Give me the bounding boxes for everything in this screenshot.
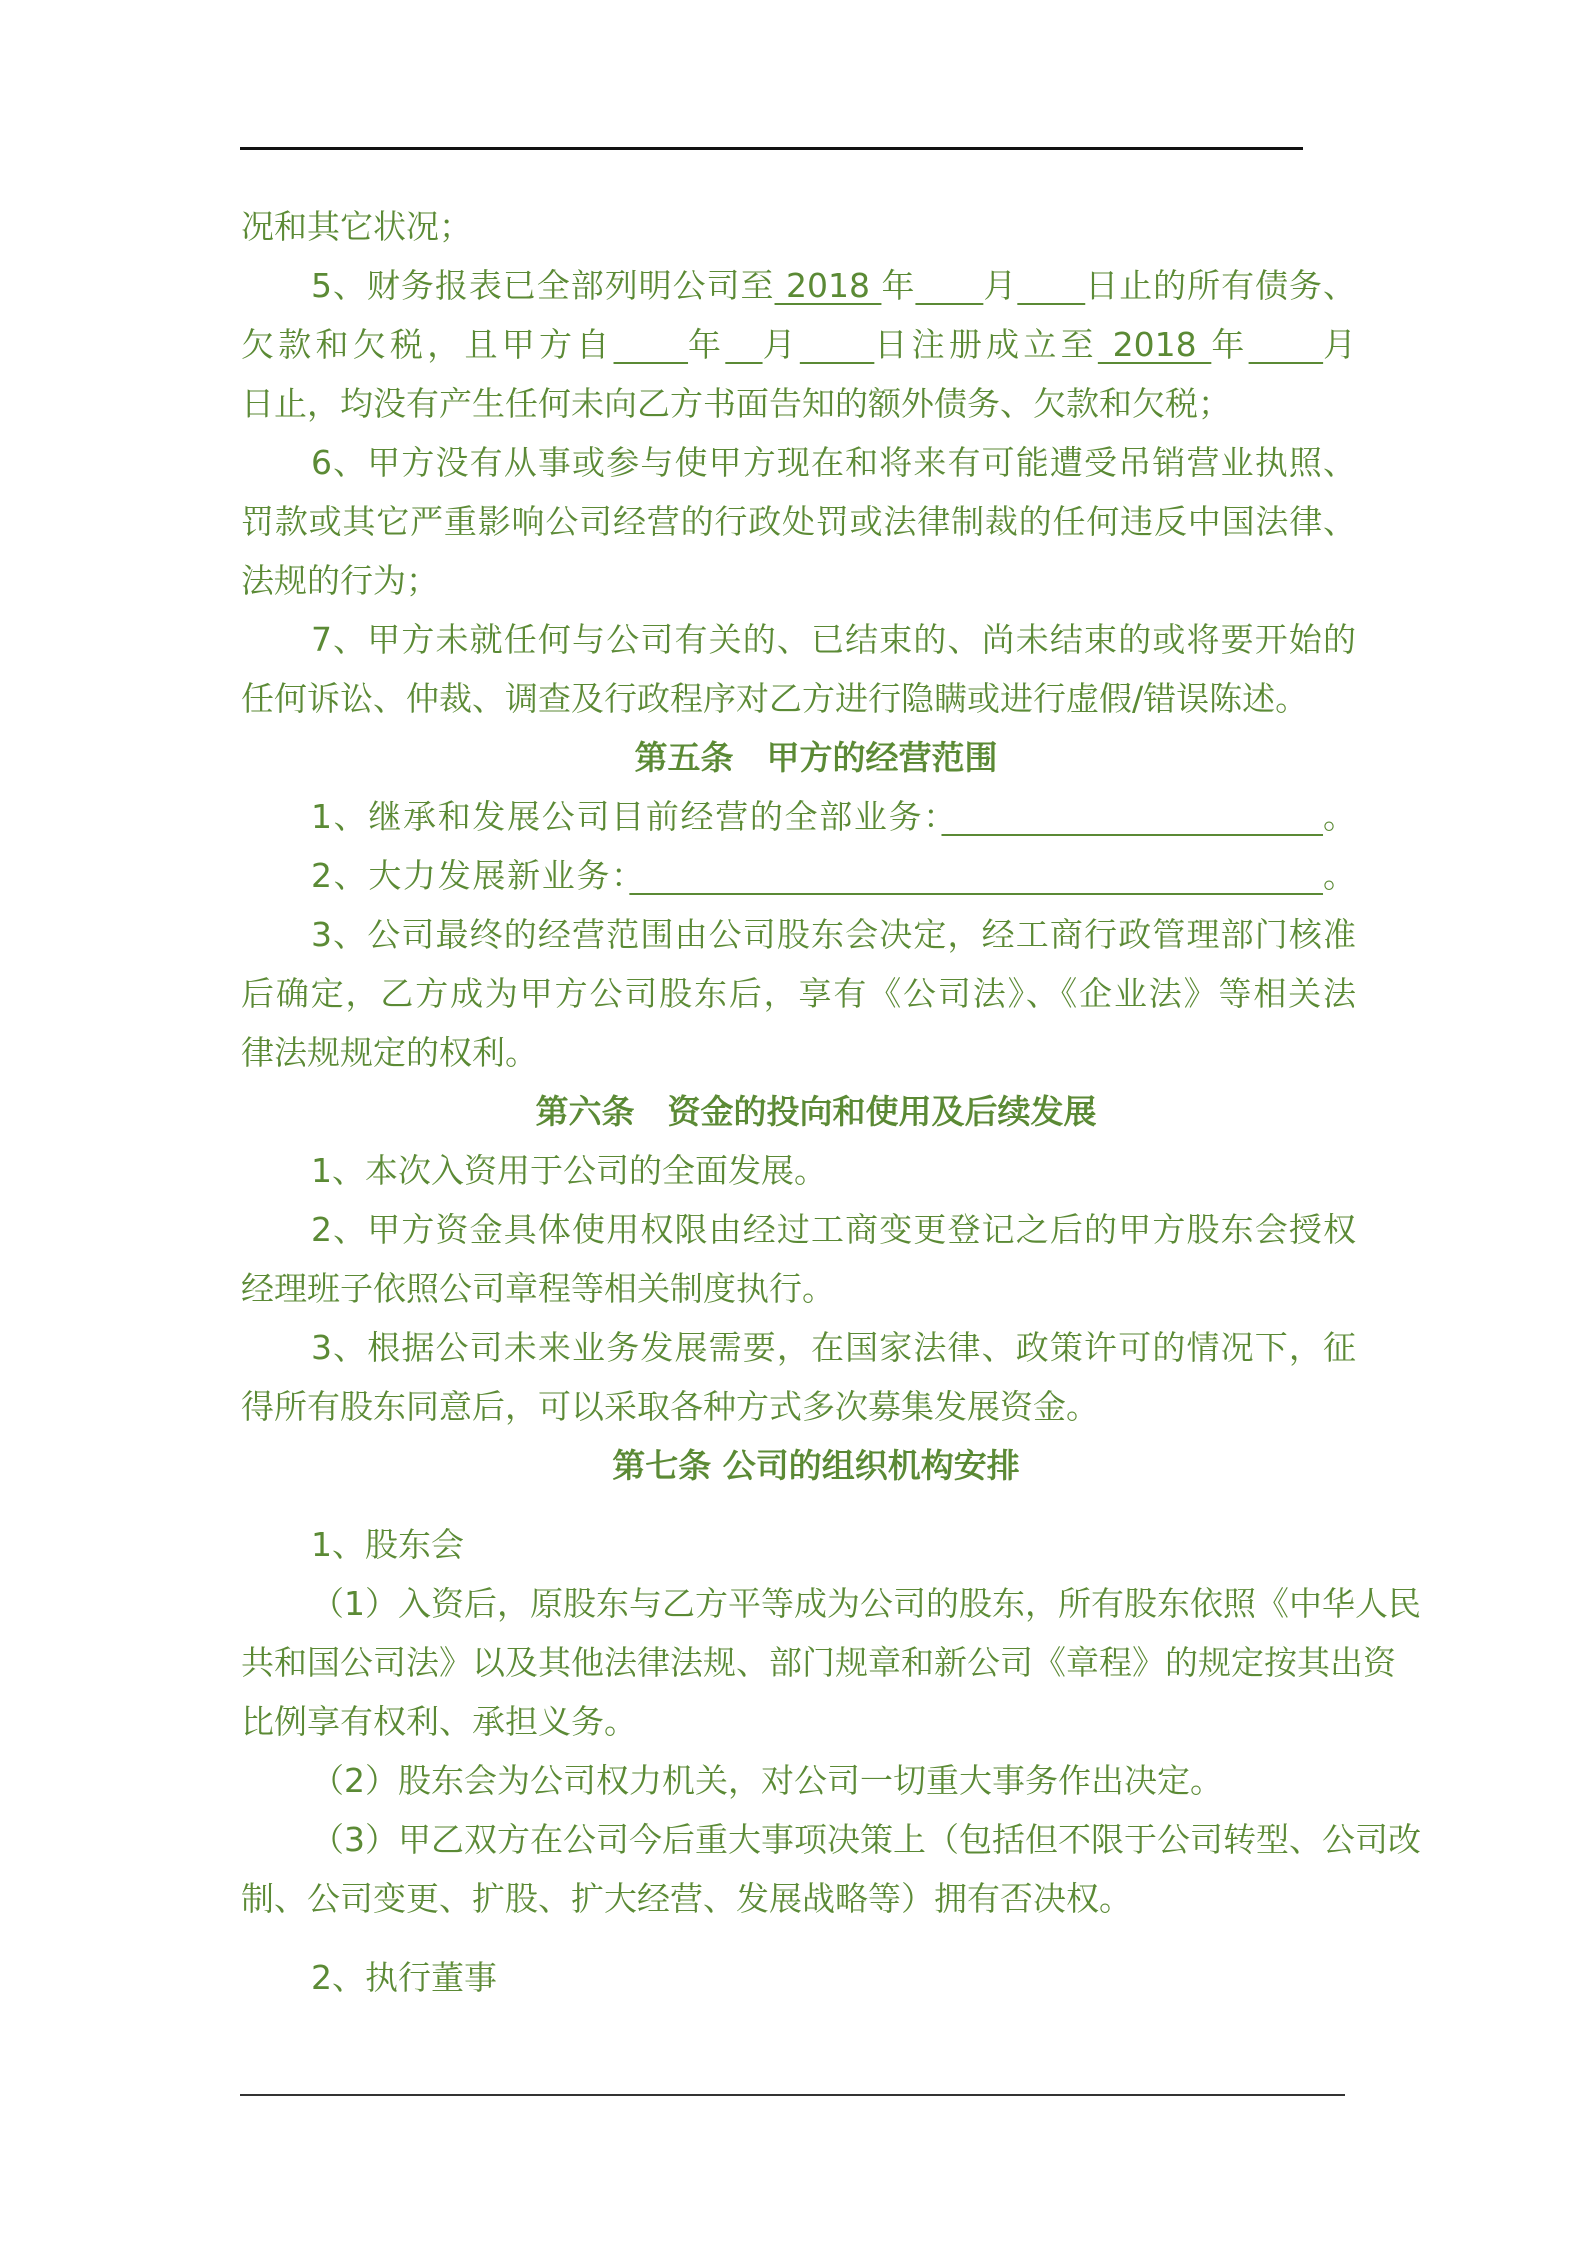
- text-line: [241, 846, 1356, 905]
- text-run: 第五条 甲方的经营范围: [634, 738, 998, 777]
- section-heading: [241, 728, 1356, 787]
- text-run: 1、本次入资用于公司的全面发展。: [311, 1151, 827, 1190]
- text-run: 6、甲方没有从事或参与使甲方现在和将来有可能遭受吊销营业执照、: [311, 443, 1356, 482]
- fill-in-blank: [1017, 266, 1085, 305]
- section-heading: [241, 1436, 1356, 1495]
- text-line: [241, 551, 1356, 610]
- fill-in-blank: 2018: [1097, 325, 1212, 364]
- text-line: [241, 374, 1356, 433]
- text-run: 第七条 公司的组织机构安排: [612, 1446, 1020, 1485]
- text-run: （2）股东会为公司权力机关，对公司一切重大事务作出决定。: [311, 1761, 1223, 1800]
- text-run: 1、继承和发展公司目前经营的全部业务：: [311, 797, 942, 836]
- text-line: [241, 610, 1356, 669]
- text-line: [241, 1692, 1356, 1751]
- text-run: 2、甲方资金具体使用权限由经过工商变更登记之后的甲方股东会授权: [311, 1210, 1356, 1249]
- text-run: 得所有股东同意后，可以采取各种方式多次募集发展资金。: [241, 1387, 1099, 1426]
- text-run: （1）入资后，原股东与乙方平等成为公司的股东，所有股东依照《中华人民: [311, 1584, 1421, 1623]
- header-rule: [240, 147, 1303, 150]
- text-run: 后确定，乙方成为甲方公司股东后，享有《公司法》、《企业法》等相关法: [241, 974, 1356, 1013]
- fill-in-blank: 2018: [774, 266, 882, 305]
- text-line: [241, 1869, 1356, 1928]
- text-run: 7、甲方未就任何与公司有关的、已结束的、尚未结束的或将要开始的: [311, 620, 1356, 659]
- text-run: 罚款或其它严重影响公司经营的行政处罚或法律制裁的任何违反中国法律、: [241, 502, 1356, 541]
- text-line: [241, 905, 1356, 964]
- text-line: [241, 1377, 1356, 1436]
- fill-in-blank: [941, 797, 1323, 836]
- text-run: 年: [688, 325, 726, 364]
- text-run: （3）甲乙双方在公司今后重大事项决策上（包括但不限于公司转型、公司改: [311, 1820, 1421, 1859]
- text-line: [241, 787, 1356, 846]
- text-run: 共和国公司法》以及其他法律法规、部门规章和新公司《章程》的规定按其出资: [241, 1643, 1396, 1682]
- fill-in-blank: [629, 856, 1323, 895]
- text-run: 欠款和欠税，且甲方自: [241, 325, 614, 364]
- text-run: 年: [881, 266, 916, 305]
- text-run: 任何诉讼、仲裁、调查及行政程序对乙方进行隐瞒或进行虚假/错误陈述。: [241, 679, 1309, 718]
- text-run: 2、执行董事: [311, 1958, 497, 1997]
- text-line: [241, 1574, 1421, 1633]
- text-line: [241, 964, 1356, 1023]
- text-line: [241, 1948, 1356, 2007]
- text-line: [241, 1751, 1356, 1810]
- text-run: 日注册成立至: [874, 325, 1098, 364]
- text-run: 日止，均没有产生任何未向乙方书面告知的额外债务、欠款和欠税；: [241, 384, 1231, 423]
- text-line: [241, 492, 1356, 551]
- text-line: [241, 1318, 1356, 1377]
- fill-in-blank: [800, 325, 875, 364]
- fill-in-blank: [915, 266, 983, 305]
- text-line: [241, 315, 1356, 374]
- text-run: 5、财务报表已全部列明公司至: [311, 266, 775, 305]
- text-run: 况和其它状况；: [241, 207, 472, 246]
- text-run: 。: [1323, 797, 1357, 836]
- text-run: 制、公司变更、扩股、扩大经营、发展战略等）拥有否决权。: [241, 1879, 1132, 1918]
- text-run: 月: [762, 325, 800, 364]
- text-run: 第六条 资金的投向和使用及后续发展: [535, 1092, 1097, 1131]
- fill-in-blank: [614, 325, 689, 364]
- text-line: [241, 1810, 1421, 1869]
- text-line: [241, 256, 1356, 315]
- text-run: 律法规规定的权利。: [241, 1033, 538, 1072]
- text-line: [241, 1259, 1356, 1318]
- fill-in-blank: [725, 325, 762, 364]
- text-run: 经理班子依照公司章程等相关制度执行。: [241, 1269, 835, 1308]
- fill-in-blank: [1249, 325, 1324, 364]
- text-run: 。: [1323, 856, 1357, 895]
- text-run: 法规的行为；: [241, 561, 439, 600]
- text-run: 月: [1323, 325, 1357, 364]
- text-line: [241, 1633, 1396, 1692]
- text-run: 比例享有权利、承担义务。: [241, 1702, 637, 1741]
- text-run: 日止的所有债务、: [1085, 266, 1357, 305]
- text-run: 2、大力发展新业务：: [311, 856, 630, 895]
- text-run: 3、根据公司未来业务发展需要，在国家法律、政策许可的情况下，征: [311, 1328, 1356, 1367]
- text-line: [241, 1200, 1356, 1259]
- text-line: [241, 197, 1356, 256]
- text-run: 1、股东会: [311, 1525, 464, 1564]
- text-line: [241, 433, 1356, 492]
- text-run: 3、公司最终的经营范围由公司股东会决定，经工商行政管理部门核准: [311, 915, 1356, 954]
- text-run: 年: [1211, 325, 1249, 364]
- text-run: 月: [983, 266, 1018, 305]
- text-line: [241, 1515, 1356, 1574]
- text-line: [241, 1023, 1356, 1082]
- section-heading: [241, 1082, 1356, 1141]
- text-line: [241, 1141, 1356, 1200]
- text-line: [241, 669, 1356, 728]
- footer-rule: [240, 2094, 1345, 2096]
